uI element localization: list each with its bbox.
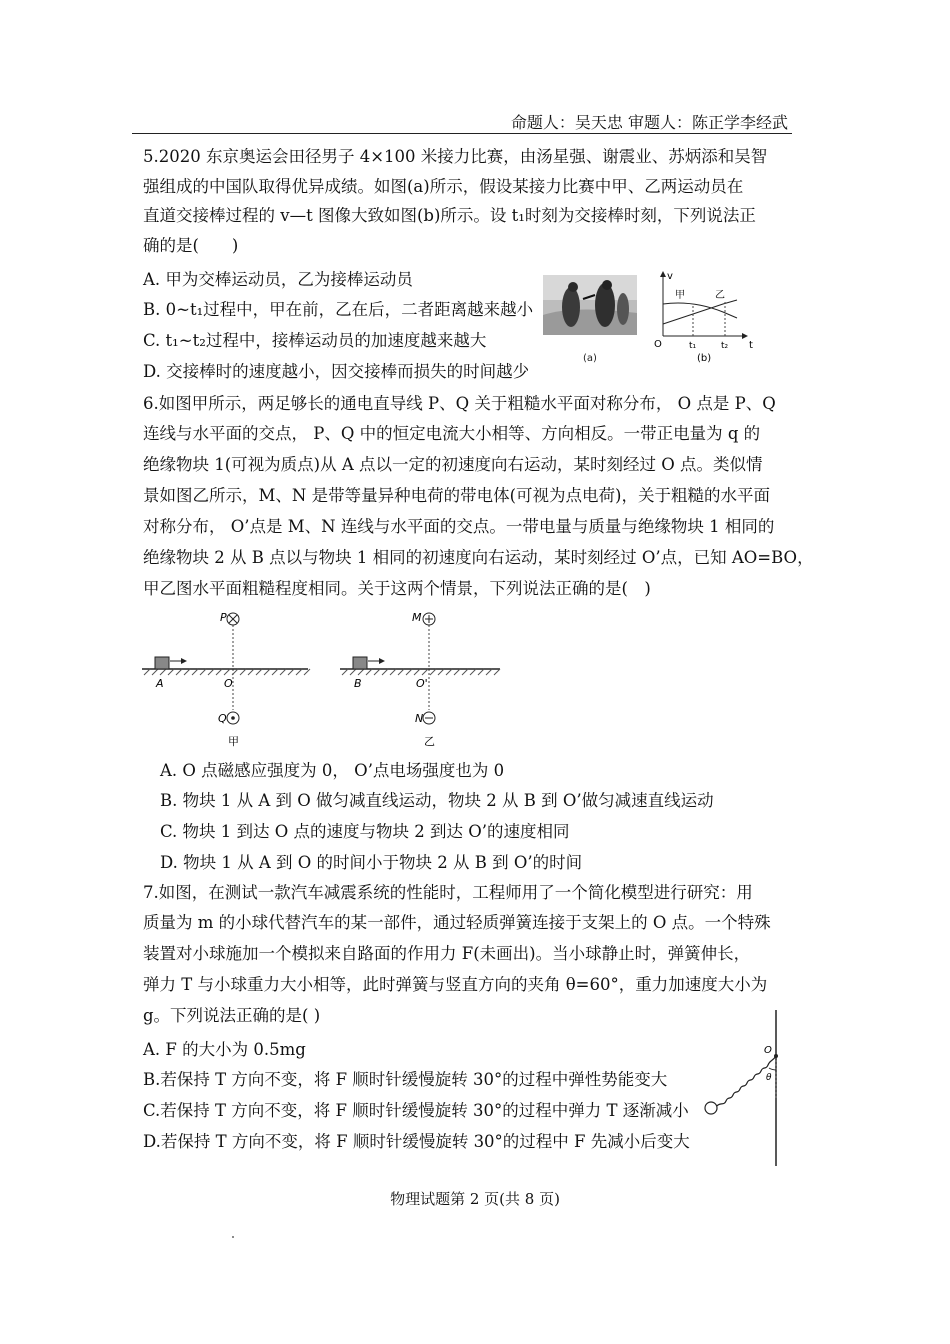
q6-label-N: N bbox=[415, 712, 424, 725]
q6-line-7: 甲乙图水平面粗糙程度相同。关于这两个情景，下列说法正确的是( ) bbox=[143, 579, 651, 598]
q5-graph-label-origin: O bbox=[654, 339, 662, 350]
q5-option-b: B. 0~t₁过程中，甲在前，乙在后，二者距离越来越小 bbox=[143, 300, 534, 319]
q7-line-4: 弹力 T 与小球重力大小相等，此时弹簧与竖直方向的夹角 θ=60°，重力加速度大小为 bbox=[143, 975, 768, 994]
q6-option-b: B. 物块 1 从 A 到 O 做匀减直线运动，物块 2 从 B 到 O’做匀减速直线运动 bbox=[160, 791, 714, 810]
q6-option-a: A. O 点磁感应强度为 0， O’点电场强度也为 0 bbox=[160, 761, 505, 780]
q6-block-2 bbox=[353, 657, 367, 669]
q5-graph-t-arrow-icon bbox=[742, 333, 748, 339]
q5-graph-label-t2: t₂ bbox=[721, 341, 729, 351]
q6-block-1-arrow-icon bbox=[181, 658, 187, 664]
q5-graph-v-arrow-icon bbox=[660, 271, 666, 277]
q6-yi-ground-hatch bbox=[342, 669, 500, 675]
q7-option-c: C.若保持 T 方向不变，将 F 顺时针缓慢旋转 30°的过程中弹力 T 逐渐减小 bbox=[143, 1101, 689, 1120]
q7-option-b: B.若保持 T 方向不变，将 F 顺时针缓慢旋转 30°的过程中弹性势能变大 bbox=[143, 1070, 668, 1089]
q5-figure-a-label: (a) bbox=[583, 353, 597, 364]
q6-line-1: 6.如图甲所示，两足够长的通电直导线 P、Q 关于粗糙水平面对称分布， O 点是 P、Q bbox=[143, 394, 776, 413]
header-rule bbox=[132, 133, 792, 134]
q6-label-Q: Q bbox=[218, 712, 227, 725]
q6-label-O: O bbox=[224, 677, 233, 690]
q5-graph-label-t1: t₁ bbox=[689, 341, 697, 351]
q7-option-a: A. F 的大小为 0.5mg bbox=[143, 1040, 306, 1059]
q6-caption-jia: 甲 bbox=[228, 735, 239, 748]
q6-block-1 bbox=[155, 657, 169, 669]
q6-line-5: 对称分布， O’点是 M、N 连线与水平面的交点。一带电量与质量与绝缘物块 1 相同的 bbox=[143, 517, 775, 536]
q6-line-2: 连线与水平面的交点， P、Q 中的恒定电流大小相等、方向相反。一带正电量为 q 的 bbox=[143, 424, 761, 443]
q6-line-3: 绝缘物块 1(可视为质点)从 A 点以一定的初速度向右运动，某时刻经过 O 点。类似情 bbox=[143, 455, 763, 474]
q5-figure-a-photo bbox=[543, 275, 637, 365]
q6-option-c: C. 物块 1 到达 O 点的速度与物块 2 到达 O’的速度相同 bbox=[160, 822, 570, 841]
q5-line-2: 强组成的中国队取得优异成绩。如图(a)所示，假设某接力比赛中甲、乙两运动员在 bbox=[143, 177, 744, 196]
q6-line-4: 景如图乙所示，M、N 是带等量异种电荷的带电体(可视为点电荷)，关于粗糙的水平面 bbox=[143, 486, 770, 505]
q5-option-d: D. 交接棒时的速度越小，因交接棒而损失的时间越少 bbox=[143, 362, 530, 381]
q7-ball bbox=[705, 1102, 717, 1114]
q6-caption-yi: 乙 bbox=[424, 735, 435, 748]
q6-line-6: 绝缘物块 2 从 B 点以与物块 1 相同的初速度向右运动，某时刻经过 O’点，已知 AO=BO， bbox=[143, 548, 814, 567]
q7-angle-arc bbox=[769, 1068, 776, 1070]
q5-line-1: 5.2020 东京奥运会田径男子 4×100 米接力比赛，由汤星强、谢震业、苏炳添和吴智 bbox=[143, 147, 768, 166]
scan-dot bbox=[232, 1236, 234, 1238]
q5-option-a: A. 甲为交棒运动员，乙为接棒运动员 bbox=[143, 270, 413, 289]
page-footer: 物理试题第 2 页(共 8 页) bbox=[390, 1190, 560, 1208]
q7-label-O: O bbox=[764, 1045, 772, 1056]
q5-graph-label-yi: 乙 bbox=[715, 290, 725, 301]
q6-figure-yi bbox=[338, 605, 513, 755]
q5-graph-label-t: t bbox=[749, 340, 753, 351]
q5-graph-label-v: v bbox=[667, 271, 673, 282]
q7-line-1: 7.如图，在测试一款汽车减震系统的性能时，工程师用了一个简化模型进行研究：用 bbox=[143, 883, 753, 902]
q7-option-d: D.若保持 T 方向不变，将 F 顺时针缓慢旋转 30°的过程中 F 先减小后变大 bbox=[143, 1132, 690, 1151]
q5-graph-label-jia: 甲 bbox=[675, 290, 685, 301]
q7-label-theta: θ bbox=[766, 1073, 772, 1083]
q5-figure-b-graph bbox=[653, 268, 763, 364]
q6-label-A: A bbox=[156, 677, 164, 690]
q6-label-O-prime: O' bbox=[416, 677, 428, 690]
q7-line-2: 质量为 m 的小球代替汽车的某一部件，通过轻质弹簧连接于支架上的 O 点。一个特殊 bbox=[143, 913, 771, 932]
q7-line-3: 装置对小球施加一个模拟来自路面的作用力 F(未画出)。当小球静止时，弹簧伸长， bbox=[143, 944, 751, 963]
q6-label-P: P bbox=[220, 611, 227, 624]
q7-figure-spring bbox=[700, 1010, 790, 1170]
q5-option-c: C. t₁~t₂过程中，接棒运动员的加速度越来越大 bbox=[143, 331, 487, 350]
q6-label-B: B bbox=[354, 677, 362, 690]
q7-line-5: g。下列说法正确的是( ) bbox=[143, 1006, 321, 1025]
q5-line-3: 直道交接棒过程的 v—t 图像大致如图(b)所示。设 t₁时刻为交接棒时刻，下列说法正 bbox=[143, 206, 756, 225]
q6-jia-ground-hatch bbox=[144, 669, 310, 675]
q6-label-M: M bbox=[412, 611, 422, 624]
q6-option-d: D. 物块 1 从 A 到 O 的时间小于物块 2 从 B 到 O’的时间 bbox=[160, 853, 583, 872]
q6-block-2-arrow-icon bbox=[379, 658, 385, 664]
q5-line-4: 确的是( ) bbox=[143, 236, 239, 255]
q6-figure-jia bbox=[140, 605, 315, 755]
q5-figure-b-label: (b) bbox=[697, 353, 712, 364]
header-authors: 命题人：吴天忠 审题人：陈正学李经武 bbox=[510, 113, 788, 132]
q5-graph-curve-yi bbox=[663, 300, 737, 324]
q5-graph-curve-jia bbox=[663, 303, 737, 318]
